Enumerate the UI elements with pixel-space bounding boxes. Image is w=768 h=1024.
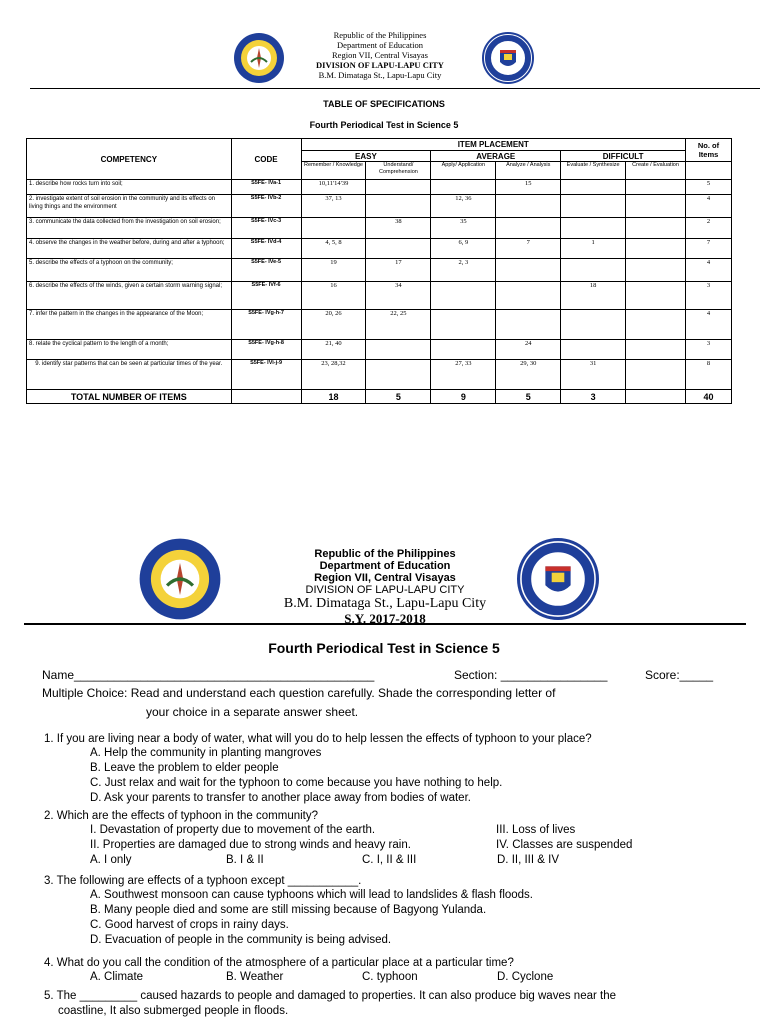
header-region: Region VII, Central Visayas <box>314 572 456 584</box>
q4-option-a[interactable]: A. Climate <box>90 971 144 983</box>
question-4: 4. What do you call the condition of the atmosphere of a particular place at a particular time? <box>44 957 514 969</box>
total-cell: 2 <box>686 218 732 239</box>
total-cell: 5 <box>686 180 732 195</box>
competency-cell: 1. describe how rocks turn into soil; <box>27 180 232 195</box>
analyze-cell: 24 <box>496 340 561 360</box>
understand-header: Understand/ Comprehension <box>366 162 431 180</box>
remember-cell: 37, 13 <box>301 195 366 218</box>
name-field[interactable]: Name_____________________________________________ <box>42 668 375 682</box>
competency-cell: 2. investigate extent of soil erosion in the community and its effects on living things and the environment <box>27 195 232 218</box>
q1-option-a[interactable]: A. Help the community in planting mangroves <box>90 747 322 759</box>
header-divider <box>30 88 760 89</box>
evaluate-cell <box>561 259 626 282</box>
competency-cell: 9. identify star patterns that can be seen at particular times of the year. <box>27 360 232 390</box>
table-row <box>27 218 732 239</box>
question-5: 5. The _________ caused hazards to people and damaged to properties. It can also produce big waves near the <box>44 990 616 1002</box>
competency-cell: 8. relate the cyclical pattern to the length of a month; <box>27 340 232 360</box>
deped-seal <box>517 538 599 620</box>
analyze-cell <box>496 218 561 239</box>
understand-cell: 17 <box>366 259 431 282</box>
header-division: DIVISION OF LAPU-LAPU CITY <box>305 584 465 596</box>
evaluate-cell <box>561 180 626 195</box>
q2-option-a[interactable]: A. I only <box>90 854 132 866</box>
instructions-line-2: your choice in a separate answer sheet. <box>146 705 359 719</box>
understand-cell: 34 <box>366 282 431 310</box>
create-cell <box>626 195 686 218</box>
q4-option-c[interactable]: C. typhoon <box>362 971 418 983</box>
header-divider <box>24 623 746 625</box>
apply-cell <box>431 340 496 360</box>
q4-option-b[interactable]: B. Weather <box>226 971 284 983</box>
analyze-cell: 15 <box>496 180 561 195</box>
tos-subtitle: Fourth Periodical Test in Science 5 <box>309 120 459 130</box>
total-cell: 8 <box>686 360 732 390</box>
code-cell: S5FE- IVi-j-9 <box>231 360 301 390</box>
code-header: CODE <box>231 139 301 180</box>
code-cell: S5FE- IVb-2 <box>231 195 301 218</box>
total-analyze: 5 <box>496 390 561 404</box>
total-create <box>626 390 686 404</box>
score-field[interactable]: Score:_____ <box>645 668 714 682</box>
create-cell <box>626 340 686 360</box>
easy-header: EASY <box>301 151 431 162</box>
q2-option-d[interactable]: D. II, III & IV <box>497 854 559 866</box>
analyze-cell: 7 <box>496 239 561 259</box>
competency-cell: 5. describe the effects of a typhoon on the community; <box>27 259 232 282</box>
q1-option-d[interactable]: D. Ask your parents to transfer to another place away from bodies of water. <box>90 792 471 804</box>
analyze-header: Analyze / Analysis <box>496 162 561 180</box>
total-cell: 3 <box>686 340 732 360</box>
total-cell: 4 <box>686 195 732 218</box>
competency-cell: 3. communicate the data collected from the investigation on soil erosion; <box>27 218 232 239</box>
remember-cell <box>301 218 366 239</box>
tos-title: TABLE OF SPECIFICATIONS <box>323 99 445 109</box>
q3-option-a[interactable]: A. Southwest monsoon can cause typhoons which will lead to landslides & flash floods. <box>90 889 534 901</box>
understand-cell <box>366 239 431 259</box>
remember-cell: 4, 5, 8 <box>301 239 366 259</box>
header-region: Region VII, Central Visayas <box>332 50 428 60</box>
apply-cell: 35 <box>431 218 496 239</box>
q2-statement-ii: II. Properties are damaged due to strong winds and heavy rain. <box>90 839 411 851</box>
analyze-cell <box>496 282 561 310</box>
header-test <box>250 548 520 626</box>
header-address: B.M. Dimataga St., Lapu-Lapu City <box>283 596 487 611</box>
competency-header: COMPETENCY <box>27 139 232 180</box>
average-header: AVERAGE <box>431 151 561 162</box>
remember-cell: 16 <box>301 282 366 310</box>
create-cell <box>626 239 686 259</box>
instructions-line-1: Multiple Choice: Read and understand each question carefully. Shade the corresponding letter of <box>42 686 556 700</box>
total-remember: 18 <box>301 390 366 404</box>
header-top <box>230 30 530 80</box>
total-cell: 7 <box>686 239 732 259</box>
table-row <box>27 195 732 218</box>
remember-cell: 10,11'14'39 <box>301 180 366 195</box>
analyze-cell <box>496 310 561 340</box>
code-cell: S5FE- IVg-h-8 <box>231 340 301 360</box>
understand-cell <box>366 180 431 195</box>
section-field[interactable]: Section: ________________ <box>454 668 608 682</box>
specifications-table <box>26 138 732 404</box>
total-evaluate: 3 <box>561 390 626 404</box>
apply-cell <box>431 310 496 340</box>
create-header: Create / Evaluation <box>626 162 686 180</box>
question-5-continued: coastline, It also submerged people in floods. <box>58 1005 289 1017</box>
understand-cell <box>366 195 431 218</box>
q2-option-c[interactable]: C. I, II & III <box>362 854 417 866</box>
understand-cell: 22, 25 <box>366 310 431 340</box>
apply-cell <box>431 282 496 310</box>
total-cell: 4 <box>686 259 732 282</box>
competency-cell: 6. describe the effects of the winds, given a certain storm warning signal; <box>27 282 232 310</box>
remember-cell: 20, 26 <box>301 310 366 340</box>
question-1: 1. If you are living near a body of water, what will you do to help lessen the effects of typhoon to your place? <box>44 733 592 745</box>
difficult-header: DIFFICULT <box>561 151 686 162</box>
apply-cell: 12, 36 <box>431 195 496 218</box>
evaluate-cell: 18 <box>561 282 626 310</box>
understand-cell <box>366 340 431 360</box>
code-cell: S5FE- IVa-1 <box>231 180 301 195</box>
table-row <box>27 310 732 340</box>
apply-header: Apply/ Application <box>431 162 496 180</box>
total-cell: 4 <box>686 310 732 340</box>
q2-statement-iv: IV. Classes are suspended <box>496 839 633 851</box>
q2-option-b[interactable]: B. I & II <box>226 854 264 866</box>
apply-cell <box>431 180 496 195</box>
total-cell: 3 <box>686 282 732 310</box>
header-republic: Republic of the Philippines <box>333 30 427 40</box>
remember-cell: 21, 40 <box>301 340 366 360</box>
create-cell <box>626 259 686 282</box>
q1-option-c[interactable]: C. Just relax and wait for the typhoon to come because you have nothing to help. <box>90 777 503 789</box>
remember-header: Remember / Knowledge <box>301 162 366 180</box>
evaluate-cell: 31 <box>561 360 626 390</box>
code-cell: S5FE- IVd-4 <box>231 239 301 259</box>
q2-statement-iii: III. Loss of lives <box>496 824 576 836</box>
q4-option-d[interactable]: D. Cyclone <box>497 971 554 983</box>
q3-option-c[interactable]: C. Good harvest of crops in rainy days. <box>90 919 289 931</box>
analyze-cell <box>496 259 561 282</box>
table-row <box>27 259 732 282</box>
item-placement-header: ITEM PLACEMENT <box>301 139 685 151</box>
header-republic: Republic of the Philippines <box>314 548 456 560</box>
evaluate-header: Evaluate / Synthesize <box>561 162 626 180</box>
header-deped: Department of Education <box>337 40 423 50</box>
code-cell: S5FE- IVe-5 <box>231 259 301 282</box>
analyze-cell <box>496 195 561 218</box>
apply-cell: 27, 33 <box>431 360 496 390</box>
totals-label: TOTAL NUMBER OF ITEMS <box>27 390 232 404</box>
remember-cell: 19 <box>301 259 366 282</box>
competency-cell: 7. infer the pattern in the changes in the appearance of the Moon; <box>27 310 232 340</box>
table-row <box>27 340 732 360</box>
create-cell <box>626 218 686 239</box>
table-row <box>27 360 732 390</box>
lapu-lapu-city-seal <box>138 537 222 621</box>
evaluate-cell <box>561 218 626 239</box>
header-deped: Department of Education <box>319 560 451 572</box>
create-cell <box>626 310 686 340</box>
understand-cell <box>366 360 431 390</box>
header-address: B.M. Dimataga St., Lapu-Lapu City <box>318 70 442 80</box>
question-2: 2. Which are the effects of typhoon in the community? <box>44 810 319 822</box>
totals-row <box>27 390 732 404</box>
school-year: S.Y. 2017-2018 <box>344 611 426 626</box>
table-row <box>27 239 732 259</box>
create-cell <box>626 282 686 310</box>
q1-option-b[interactable]: B. Leave the problem to elder people <box>90 762 279 774</box>
test-title: Fourth Periodical Test in Science 5 <box>268 640 500 656</box>
understand-cell: 38 <box>366 218 431 239</box>
code-cell: S5FE- IVg-h-7 <box>231 310 301 340</box>
analyze-cell: 29, 30 <box>496 360 561 390</box>
q2-statement-i: I. Devastation of property due to movement of the earth. <box>90 824 376 836</box>
evaluate-cell <box>561 195 626 218</box>
table-row <box>27 282 732 310</box>
create-cell <box>626 360 686 390</box>
table-row <box>27 180 732 195</box>
q3-option-d[interactable]: D. Evacuation of people in the community is being advised. <box>90 934 392 946</box>
remember-cell: 23, 28,32 <box>301 360 366 390</box>
total-apply: 9 <box>431 390 496 404</box>
apply-cell: 6, 9 <box>431 239 496 259</box>
no-of-items-header: No. of Items <box>686 139 732 162</box>
q3-option-b[interactable]: B. Many people died and some are still missing because of Bagyong Yulanda. <box>90 904 487 916</box>
code-cell: S5FE- IVf-6 <box>231 282 301 310</box>
create-cell <box>626 180 686 195</box>
header-division: DIVISION OF LAPU-LAPU CITY <box>316 60 444 70</box>
competency-cell: 4. observe the changes in the weather before, during and after a typhoon; <box>27 239 232 259</box>
question-3: 3. The following are effects of a typhoon except ___________. <box>44 875 362 887</box>
evaluate-cell <box>561 310 626 340</box>
evaluate-cell: 1 <box>561 239 626 259</box>
apply-cell: 2, 3 <box>431 259 496 282</box>
code-cell: S5FE- IVc-3 <box>231 218 301 239</box>
total-items: 40 <box>686 390 732 404</box>
evaluate-cell <box>561 340 626 360</box>
total-understand: 5 <box>366 390 431 404</box>
